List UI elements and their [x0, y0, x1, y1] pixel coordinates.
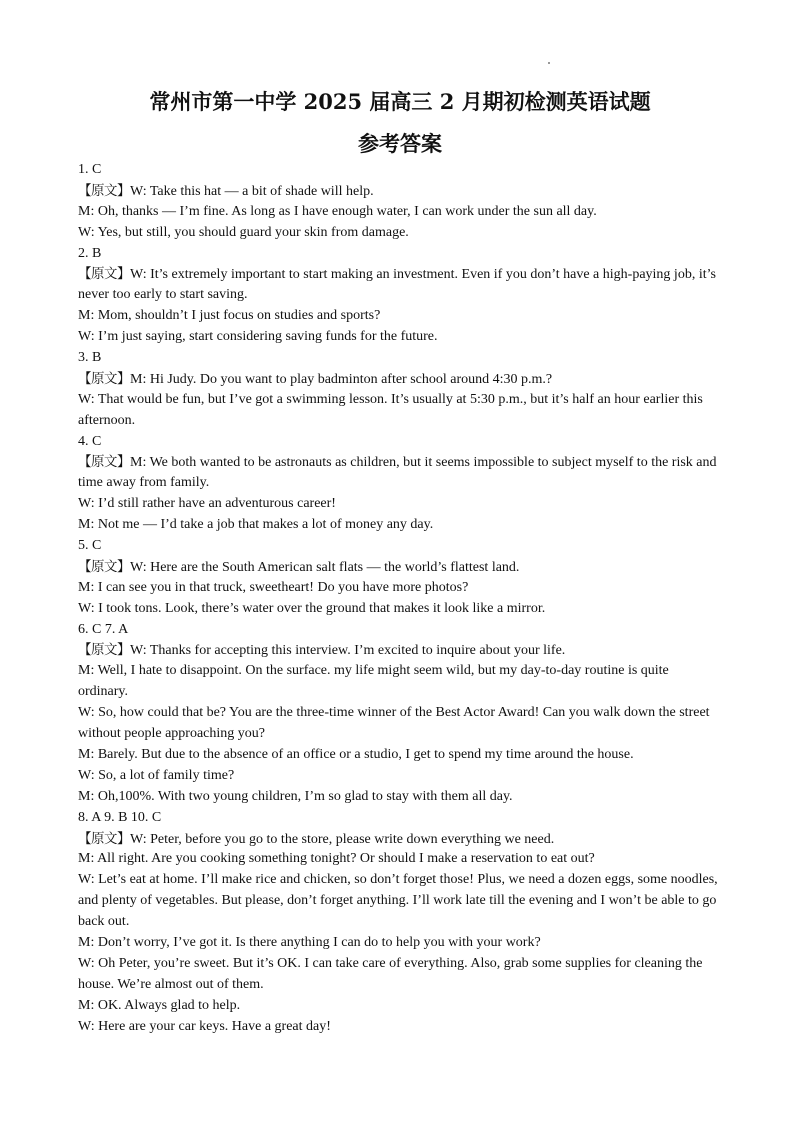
transcript-line [78, 829, 728, 850]
original-text-tag: 【原文】 [78, 182, 130, 199]
transcript-text: M: We both wanted to be astronauts as children, but it seems impossible to subject myself to the risk and [130, 455, 717, 471]
transcript-line [78, 264, 728, 285]
original-text-tag: 【原文】 [78, 558, 130, 575]
answer-key-line [78, 348, 728, 369]
transcript-line [78, 682, 728, 703]
answer-key-text: 4. C [78, 433, 102, 449]
transcript-line [78, 223, 728, 244]
transcript-line [78, 599, 728, 620]
transcript-line [78, 515, 728, 536]
transcript-line [78, 870, 728, 891]
transcript-line [78, 411, 728, 432]
transcript-text: M: Oh,100%. With two young children, I’m so glad to stay with them all day. [78, 788, 513, 804]
original-text-tag: 【原文】 [78, 454, 130, 471]
original-text-tag: 【原文】 [78, 830, 130, 847]
transcript-line [78, 369, 728, 390]
transcript-text: and plenty of vegetables. But please, don’t forget anything. I’ll work late till the evening and I won’t be able to go [78, 893, 717, 909]
transcript-text: M: Barely. But due to the absence of an office or a studio, I get to spend my time around the house. [78, 746, 634, 762]
transcript-text: W: Here are your car keys. Have a great day! [78, 1018, 331, 1034]
transcript-line [78, 473, 728, 494]
transcript-text: M: OK. Always glad to help. [78, 997, 241, 1013]
answer-key-line [78, 808, 728, 829]
transcript-text: M: Mom, shouldn’t I just focus on studies and sports? [78, 308, 381, 324]
transcript-line [78, 557, 728, 578]
transcript-line [78, 787, 728, 808]
transcript-line [78, 849, 728, 870]
answer-key-line [78, 432, 728, 453]
original-text-tag: 【原文】 [78, 370, 130, 387]
transcript-text: W: Yes, but still, you should guard your skin from damage. [78, 224, 409, 240]
original-text-tag: 【原文】 [78, 266, 130, 283]
answer-key-text: 8. A 9. B 10. C [78, 809, 162, 825]
answer-key-line [78, 536, 728, 557]
answer-transcript-body [78, 160, 728, 1037]
transcript-text: W: So, how could that be? You are the three-time winner of the Best Actor Award! Can you walk down the street [78, 705, 710, 721]
transcript-line [78, 745, 728, 766]
answer-key-text: 1. C [78, 162, 102, 177]
original-text-tag: 【原文】 [78, 642, 130, 659]
transcript-text: W: It’s extremely important to start making an investment. Even if you don’t have a high-paying job, it’s [130, 267, 716, 283]
transcript-line [78, 452, 728, 473]
answer-key-text: 3. B [78, 350, 102, 366]
transcript-text: M: Well, I hate to disappoint. On the surface. my life might seem wild, but my day-to-day routine is quite [78, 663, 669, 679]
document-title: 常州市第一中学 2025 届高三 2 月期初检测英语试题 [149, 89, 651, 114]
transcript-line [78, 1017, 728, 1038]
answer-key-text: 6. C 7. A [78, 621, 129, 637]
transcript-line [78, 640, 728, 661]
transcript-text: W: I’d still rather have an adventurous career! [78, 496, 336, 512]
transcript-text: time away from family. [78, 475, 210, 491]
transcript-text: M: Oh, thanks — I’m fine. As long as I have enough water, I can work under the sun all day. [78, 203, 597, 219]
transcript-text: W: Thanks for accepting this interview. I’m excited to inquire about your life. [130, 643, 566, 659]
answer-key-text: 2. B [78, 245, 102, 261]
transcript-line [78, 766, 728, 787]
transcript-text: house. We’re almost out of them. [78, 976, 264, 992]
transcript-text: M: I can see you in that truck, sweetheart! Do you have more photos? [78, 579, 469, 595]
transcript-text: without people approaching you? [78, 726, 266, 742]
transcript-line [78, 975, 728, 996]
transcript-line [78, 578, 728, 599]
transcript-text: M: Don’t worry, I’ve got it. Is there anything I can do to help you with your work? [78, 934, 541, 950]
transcript-text: W: So, a lot of family time? [78, 767, 235, 783]
transcript-text: never too early to start saving. [78, 287, 248, 303]
scan-speck [548, 62, 550, 64]
transcript-line [78, 494, 728, 515]
transcript-line [78, 306, 728, 327]
transcript-line [78, 703, 728, 724]
transcript-line [78, 285, 728, 306]
transcript-text: W: Oh Peter, you’re sweet. But it’s OK. I can take care of everything. Also, grab some supplies for cleaning the [78, 955, 703, 971]
transcript-text: W: Let’s eat at home. I’ll make rice and chicken, so don’t forget those! Plus, we need a dozen eggs, some noodles, [78, 872, 718, 888]
transcript-line [78, 390, 728, 411]
answer-key-text: 5. C [78, 538, 102, 554]
transcript-text: W: That would be fun, but I’ve got a swimming lesson. It’s usually at 5:30 p.m., but it’s half an hour earlier this [78, 391, 703, 407]
transcript-line [78, 181, 728, 202]
answer-key-line [78, 244, 728, 265]
transcript-text: afternoon. [78, 412, 136, 428]
answer-key-line [78, 620, 728, 641]
transcript-line [78, 202, 728, 223]
transcript-text: M: Hi Judy. Do you want to play badminton after school around 4:30 p.m.? [130, 371, 553, 387]
transcript-text: W: Here are the South American salt flats — the world’s flattest land. [130, 559, 520, 575]
transcript-line [78, 933, 728, 954]
transcript-line [78, 891, 728, 912]
transcript-text: back out. [78, 914, 130, 930]
document-subtitle: 参考答案 [358, 131, 442, 156]
transcript-text: M: All right. Are you cooking something tonight? Or should I make a reservation to eat out? [78, 851, 595, 867]
transcript-line [78, 661, 728, 682]
transcript-line [78, 327, 728, 348]
transcript-line [78, 954, 728, 975]
transcript-line [78, 724, 728, 745]
transcript-text: W: I took tons. Look, there’s water over the ground that makes it look like a mirror. [78, 600, 546, 616]
transcript-text: W: I’m just saying, start considering saving funds for the future. [78, 329, 438, 345]
transcript-text: W: Peter, before you go to the store, please write down everything we need. [130, 831, 555, 847]
transcript-text: W: Take this hat — a bit of shade will help. [130, 183, 374, 199]
transcript-line [78, 912, 728, 933]
transcript-text: ordinary. [78, 684, 129, 700]
transcript-text: M: Not me — I’d take a job that makes a lot of money any day. [78, 517, 434, 533]
transcript-line [78, 996, 728, 1017]
answer-key-line [78, 160, 728, 181]
